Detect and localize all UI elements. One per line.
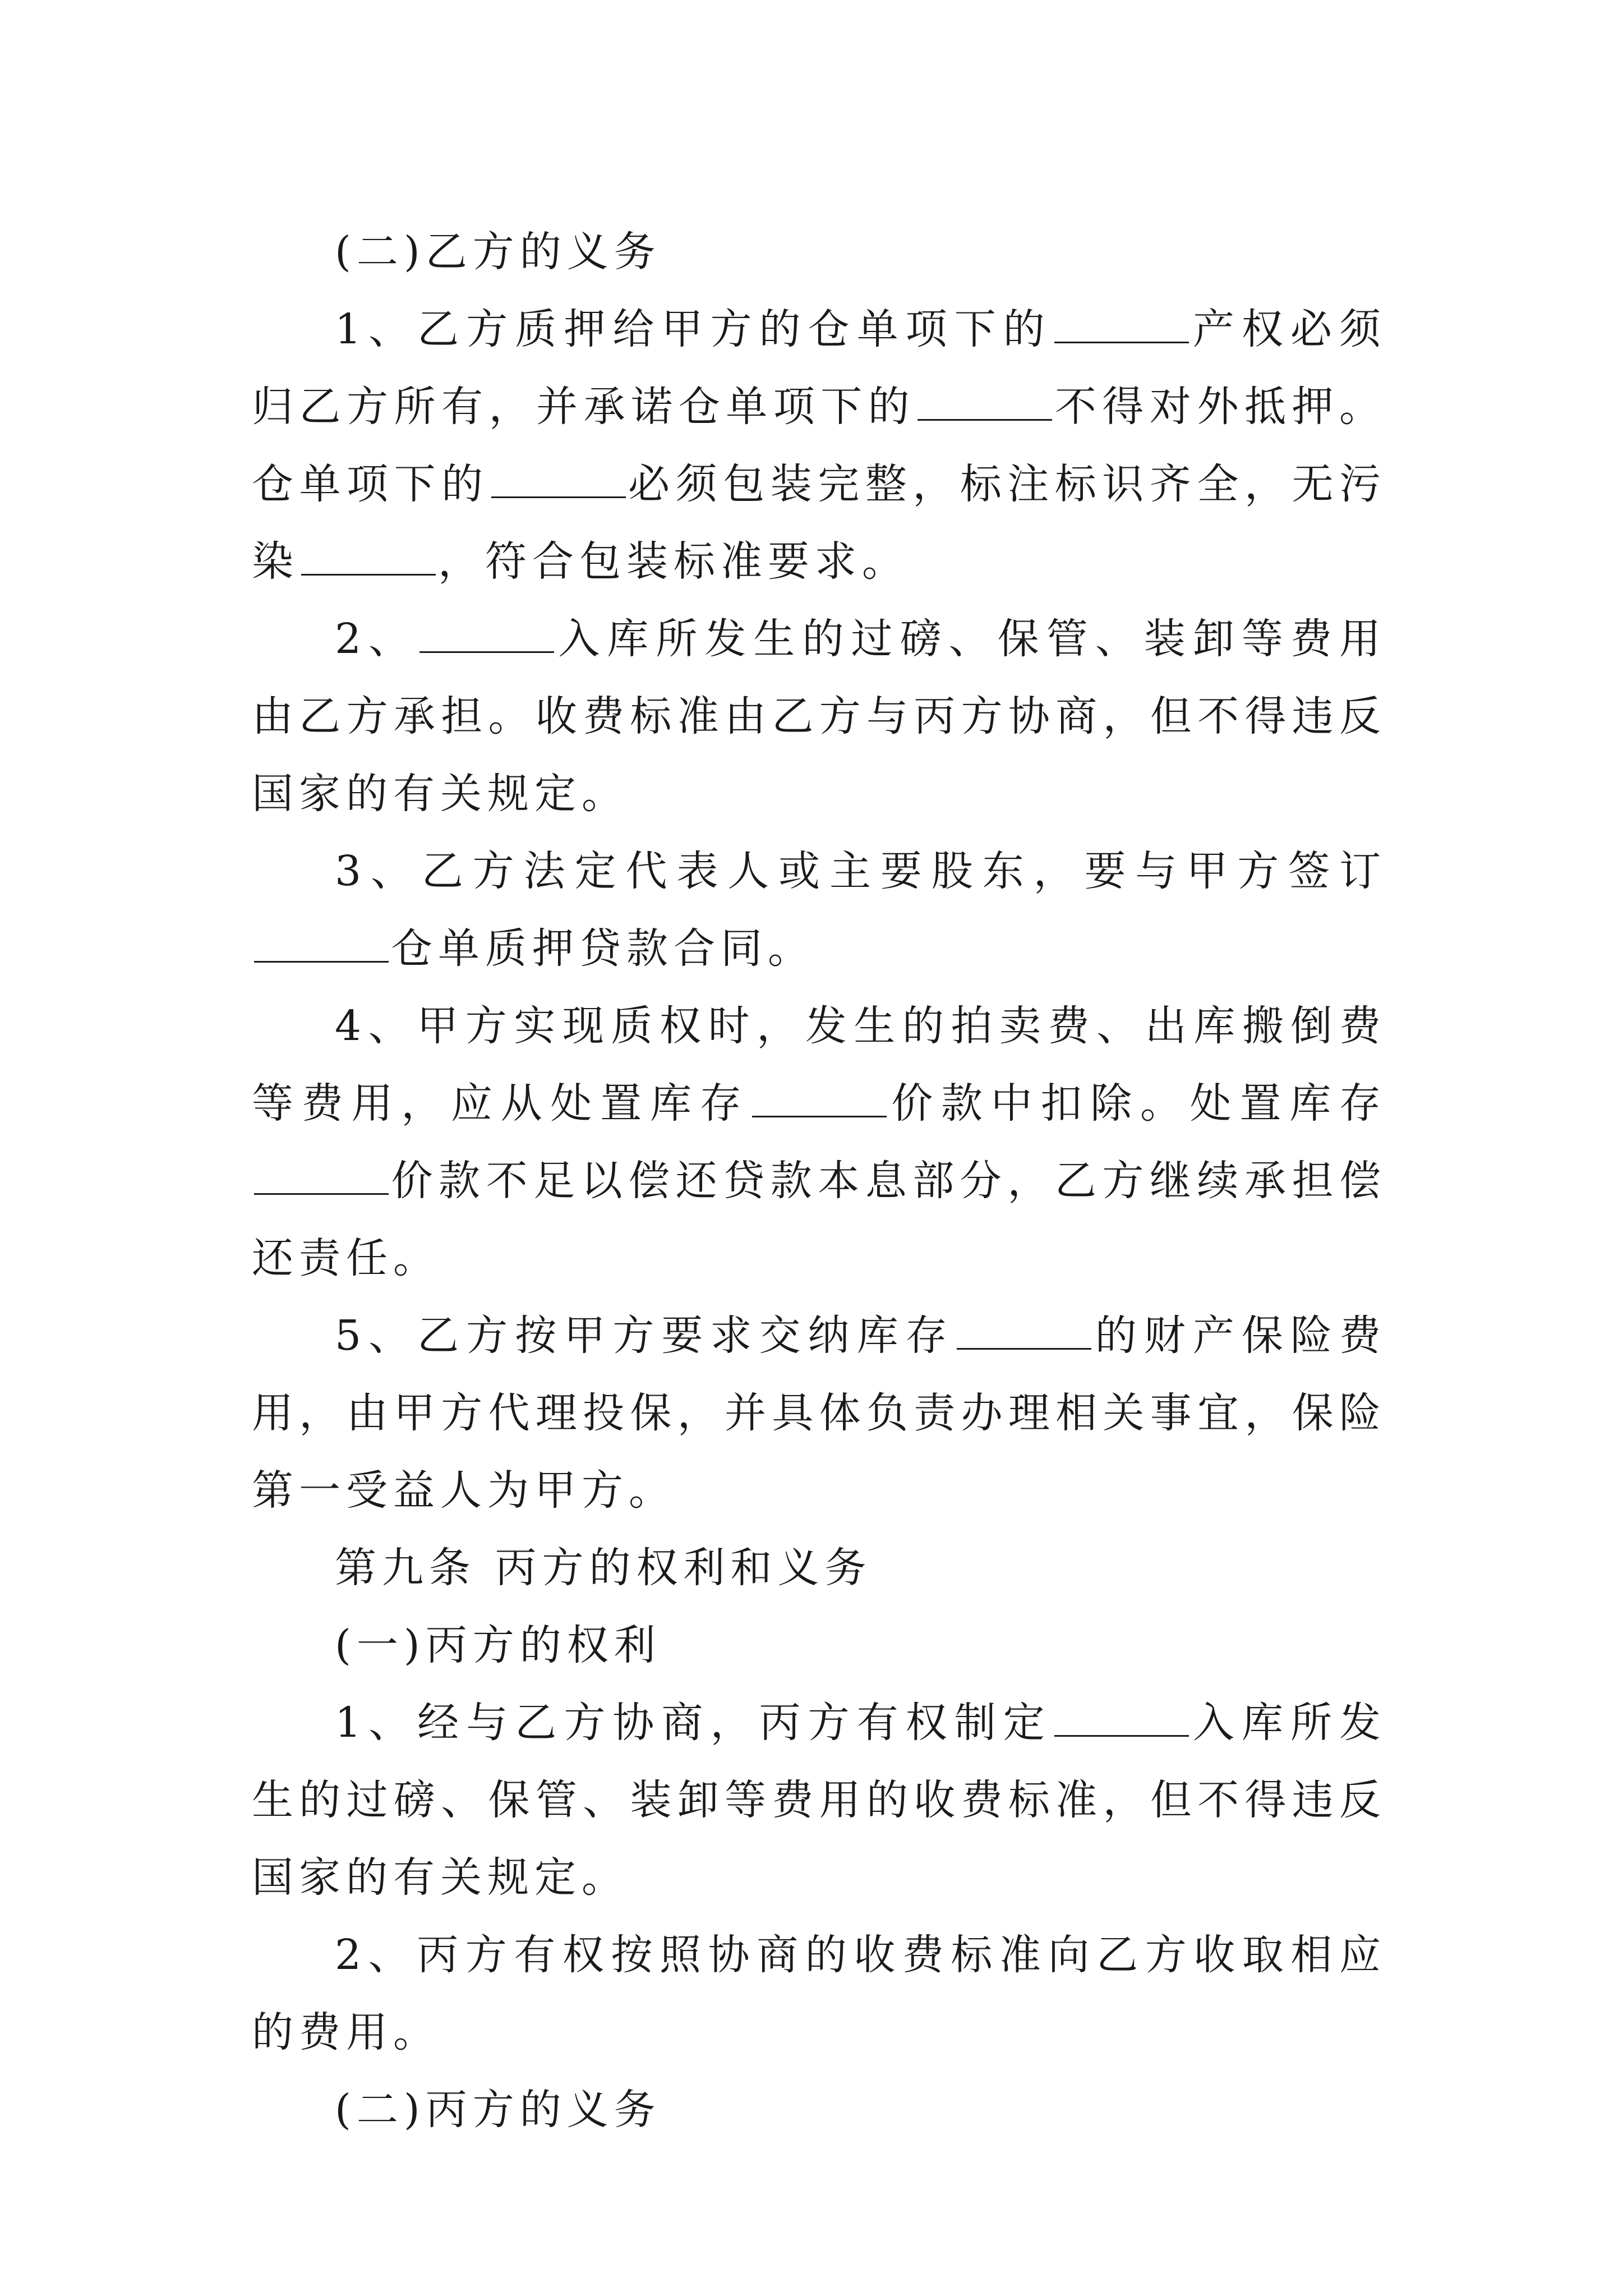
fill-in-blank[interactable]: [957, 1315, 1091, 1350]
clause-yi-obligation-3: 3、乙方法定代表人或主要股东，要与甲方签订仓单质押贷款合同。: [252, 832, 1386, 987]
clause-yi-obligation-5: 5、乙方按甲方要求交纳库存 的财产保险费用，由甲方代理投保，并具体负责办理相关事宜，保险第一受益人为甲方。: [252, 1312, 1386, 1515]
clause-bing-right-2: 2、丙方有权按照协商的收费标准向乙方收取相应的费用。: [252, 1931, 1386, 2056]
section-heading-yi-obligations: (二)乙方的义务: [335, 228, 661, 276]
fill-in-blank[interactable]: [1054, 1703, 1189, 1737]
section-heading-bing-rights: (一)丙方的权利: [335, 1621, 661, 1669]
clause-bing-right-1: 1、经与乙方协商，丙方有权制定 入库所发生的过磅、保管、装卸等费用的收费标准，但不得违反国家的有关规定。: [252, 1699, 1386, 1902]
fill-in-blank[interactable]: [254, 928, 389, 963]
fill-in-blank[interactable]: [917, 386, 1052, 421]
fill-in-blank[interactable]: [491, 464, 626, 498]
clause-yi-obligation-4: 4、甲方实现质权时，发生的拍卖费、出库搬倒费等费用，应从处置库存 价款中扣除。处置库存价款不足以偿还贷款本息部分，乙方继续承担偿还责任。: [252, 1002, 1386, 1282]
document-page: [252, 213, 1386, 2148]
fill-in-blank[interactable]: [419, 619, 554, 653]
section-heading-bing-obligations: (二)丙方的义务: [335, 2086, 661, 2134]
clause-yi-obligation-1: 1、乙方质押给甲方的仓单项下的 产权必须归乙方所有，并承诺仓单项下的 不得对外抵押。仓单项下的 必须包装完整，标注标识齐全，无污染 ，符合包装标准要求。: [252, 305, 1387, 586]
fill-in-blank[interactable]: [752, 1083, 887, 1117]
fill-in-blank[interactable]: [1054, 309, 1189, 343]
article-heading-9: 第九条 丙方的权利和义务: [335, 1544, 872, 1592]
clause-yi-obligation-2: 2、 入库所发生的过磅、保管、装卸等费用由乙方承担。收费标准由乙方与丙方协商，但不得违反国家的有关规定。: [252, 615, 1386, 818]
fill-in-blank[interactable]: [254, 1161, 389, 1195]
fill-in-blank[interactable]: [301, 541, 436, 576]
